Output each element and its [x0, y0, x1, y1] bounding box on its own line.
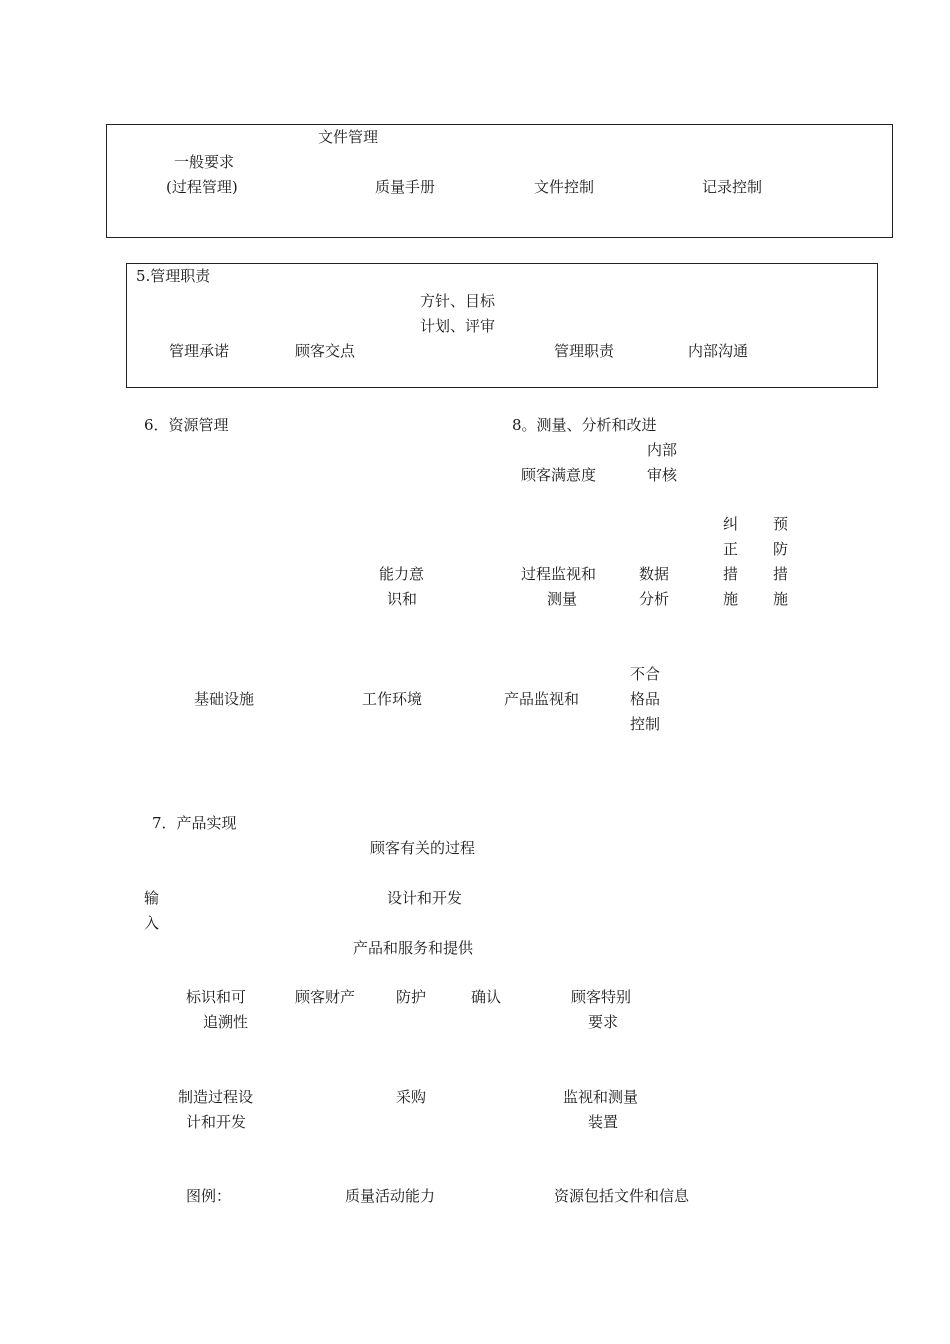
general-req-label: 一般要求 [174, 153, 235, 171]
section5-title: 5.管理职责 [136, 267, 211, 285]
work-environment-label: 工作环境 [362, 690, 423, 708]
process-mgmt-label: (过程管理) [166, 178, 238, 196]
legend-resource: 资源包括文件和信息 [554, 1187, 690, 1205]
doc-control-label: 文件控制 [534, 178, 595, 196]
nonconforming-label-2: 格品 [630, 690, 661, 708]
preventive-action-char-2: 防 [773, 540, 789, 558]
internal-audit-label-1: 内部 [647, 441, 678, 459]
customer-process-label: 顾客有关的过程 [370, 839, 476, 857]
mfg-process-design-label-1: 制造过程设 [178, 1088, 254, 1106]
section7-title: 7．产品实现 [152, 814, 237, 832]
mfg-process-design-label-2: 计和开发 [186, 1113, 247, 1131]
quality-manual-label: 质量手册 [375, 178, 436, 196]
section5-box [126, 263, 878, 388]
planning-label: 计划、评审 [420, 317, 496, 335]
preservation-label: 防护 [396, 988, 427, 1006]
traceability-label-2: 追溯性 [203, 1013, 249, 1031]
section6-title: 6．资源管理 [144, 416, 229, 434]
legend-quality-activity: 质量活动能力 [345, 1187, 436, 1205]
internal-comm-label: 内部沟通 [688, 342, 749, 360]
product-monitoring-label: 产品监视和 [504, 690, 580, 708]
internal-audit-label-2: 审核 [647, 466, 678, 484]
competence-label-1: 能力意 [379, 565, 425, 583]
customer-satisfaction-label: 顾客满意度 [521, 466, 597, 484]
design-dev-label: 设计和开发 [387, 889, 463, 907]
process-monitoring-label-1: 过程监视和 [521, 565, 597, 583]
infrastructure-label: 基础设施 [194, 690, 255, 708]
traceability-label-1: 标识和可 [186, 988, 247, 1006]
data-analysis-label-2: 分析 [639, 590, 670, 608]
mgmt-responsibility-label: 管理职责 [554, 342, 615, 360]
record-control-label: 记录控制 [702, 178, 763, 196]
customer-focus-label: 顾客交点 [295, 342, 356, 360]
legend-label: 图例： [186, 1187, 232, 1205]
corrective-action-char-1: 纠 [723, 515, 739, 533]
customer-requirements-label-1: 顾客特别 [571, 988, 632, 1006]
corrective-action-char-3: 措 [723, 565, 739, 583]
mgmt-commitment-label: 管理承诺 [169, 342, 230, 360]
monitoring-equipment-label-1: 监视和测量 [563, 1088, 639, 1106]
nonconforming-label-3: 控制 [630, 715, 661, 733]
input-label-1: 输 [144, 889, 160, 907]
validation-label: 确认 [471, 988, 502, 1006]
policy-label: 方针、目标 [420, 292, 496, 310]
corrective-action-char-2: 正 [723, 540, 739, 558]
preventive-action-char-3: 措 [773, 565, 789, 583]
competence-label-2: 识和 [387, 590, 418, 608]
customer-property-label: 顾客财产 [295, 988, 356, 1006]
nonconforming-label-1: 不合 [630, 665, 661, 683]
preventive-action-char-1: 预 [773, 515, 789, 533]
section8-title: 8。测量、分析和改进 [512, 416, 657, 434]
preventive-action-char-4: 施 [773, 590, 789, 608]
doc-mgmt-label: 文件管理 [318, 128, 379, 146]
monitoring-equipment-label-2: 装置 [588, 1113, 619, 1131]
input-label-2: 入 [144, 914, 160, 932]
customer-requirements-label-2: 要求 [588, 1013, 619, 1031]
purchasing-label: 采购 [396, 1088, 427, 1106]
corrective-action-char-4: 施 [723, 590, 739, 608]
process-monitoring-label-2: 测量 [547, 590, 578, 608]
data-analysis-label-1: 数据 [639, 565, 670, 583]
production-label: 产品和服务和提供 [353, 939, 474, 957]
